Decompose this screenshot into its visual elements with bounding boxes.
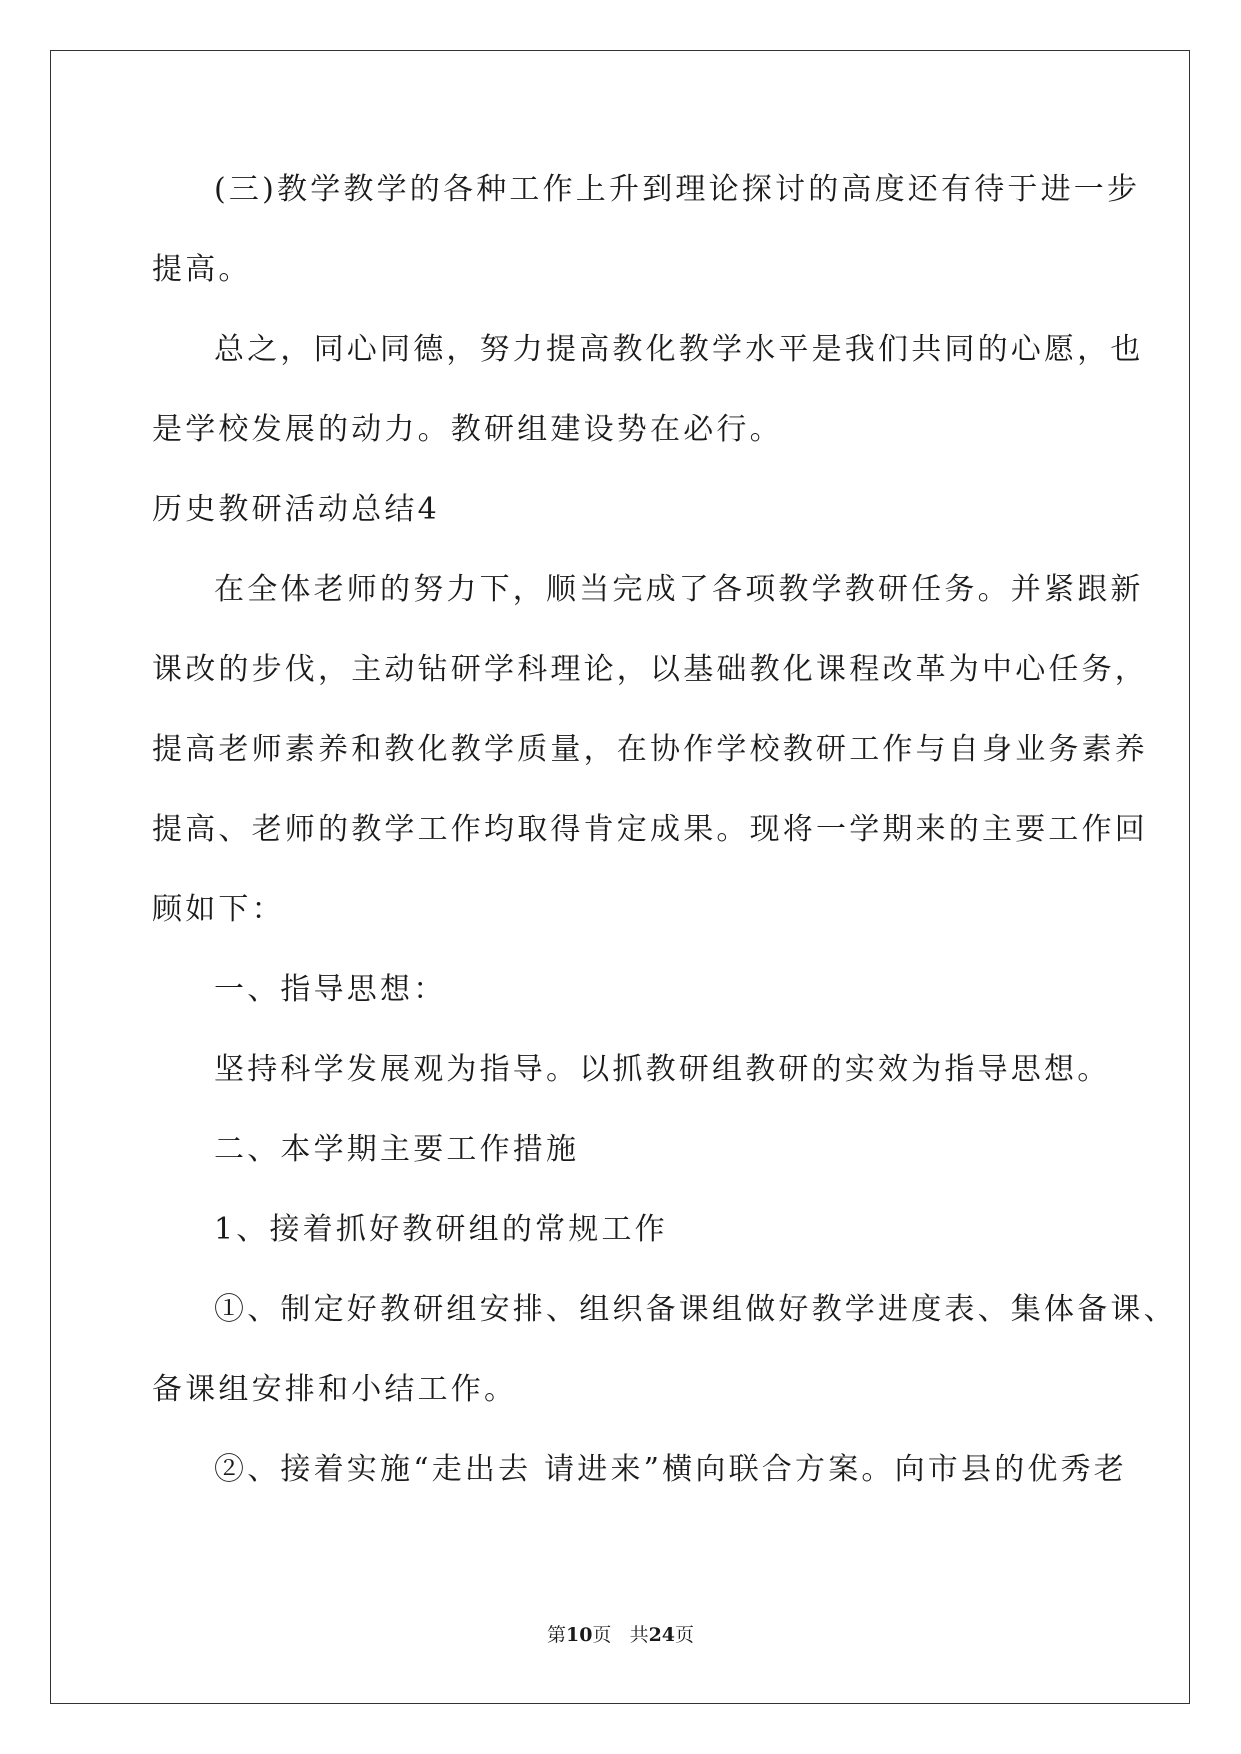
current-page-number: 10 [565, 1624, 593, 1646]
paragraph-line: 是学校发展的动力。教研组建设势在必行。 [152, 412, 783, 447]
section-heading: 历史教研活动总结4 [152, 492, 440, 527]
page-footer [0, 1623, 1241, 1647]
paragraph-line: 提高。 [152, 252, 252, 287]
list-item: ②、接着实施“走出去 请进来”横向联合方案。向市县的优秀老 [214, 1452, 1128, 1487]
list-item: ①、制定好教研组安排、组织备课组做好教学进度表、集体备课、 [214, 1292, 1177, 1327]
footer-prefix: 第 [546, 1624, 566, 1646]
list-item: 1、接着抓好教研组的常规工作 [214, 1212, 668, 1247]
paragraph-line: 提高老师素养和教化教学质量，在协作学校教研工作与自身业务素养 [152, 732, 1148, 767]
subheading: 二、本学期主要工作措施 [214, 1132, 580, 1167]
paragraph-line: 总之，同心同德，努力提高教化教学水平是我们共同的心愿，也 [214, 332, 1144, 367]
paragraph-line: 坚持科学发展观为指导。以抓教研组教研的实效为指导思想。 [214, 1052, 1111, 1087]
paragraph-line: 在全体老师的努力下，顺当完成了各项教学教研任务。并紧跟新 [214, 572, 1144, 607]
subheading: 一、指导思想： [214, 972, 447, 1007]
total-pages-number: 24 [648, 1624, 676, 1646]
footer-total-unit: 页 [675, 1624, 695, 1646]
paragraph-line: 顾如下： [152, 892, 285, 927]
paragraph-line: 提高、老师的教学工作均取得肯定成果。现将一学期来的主要工作回 [152, 812, 1148, 847]
paragraph-line: 备课组安排和小结工作。 [152, 1372, 518, 1407]
footer-total-prefix: 共 [629, 1624, 649, 1646]
paragraph-line: (三)教学教学的各种工作上升到理论探讨的高度还有待于进一步 [214, 172, 1141, 207]
paragraph-line: 课改的步伐，主动钻研学科理论，以基础教化课程改革为中心任务， [152, 652, 1148, 687]
footer-page-unit: 页 [592, 1624, 612, 1646]
